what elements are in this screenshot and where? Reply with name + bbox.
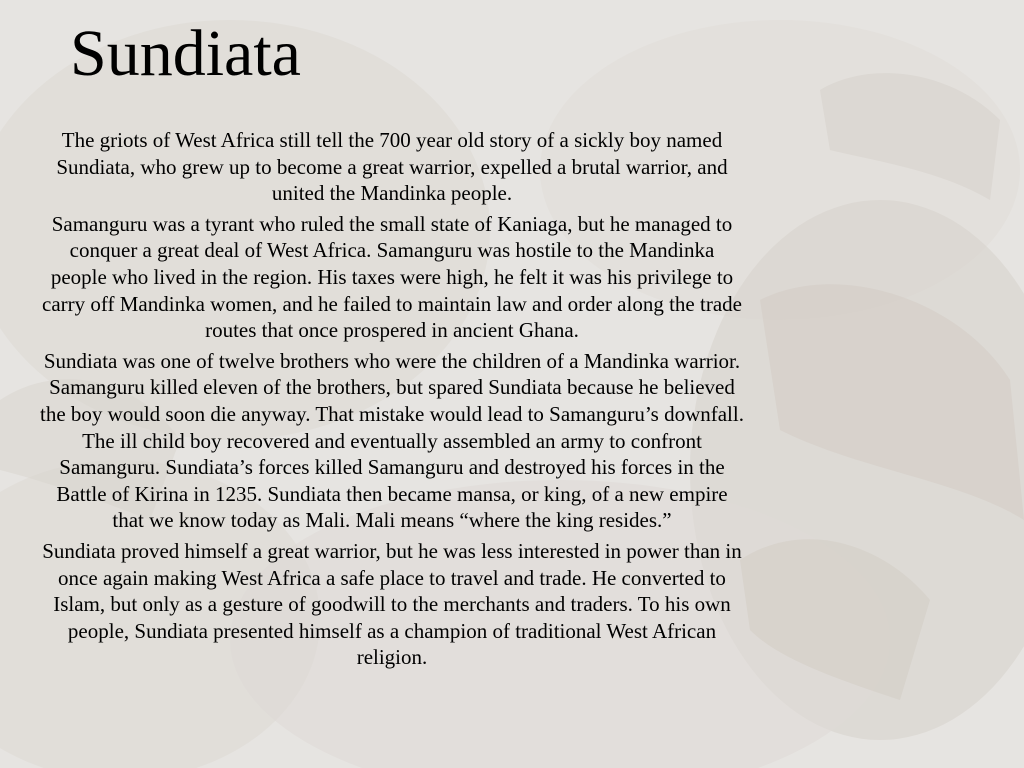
slide-title: Sundiata [70, 17, 301, 90]
slide-body [40, 127, 744, 675]
paragraph-sundiata-rule: Sundiata proved himself a great warrior, but he was less interested in power than in once again making West Africa a safe place to travel and trade. He converted to Islam, but only as a gesture of goodwill to the merchants and traders. To his own people, Sundiata presented himself as a champion of traditional West African religion. [42, 538, 742, 670]
paragraph-griots-intro: The griots of West Africa still tell the 700 year old story of a sickly boy named Sundiata, who grew up to become a great warrior, expelled a brutal warrior, and united the Mandinka people. [56, 128, 728, 206]
paragraph-samanguru-tyrant: Samanguru was a tyrant who ruled the small state of Kaniaga, but he managed to conquer a great deal of West Africa. Samanguru was hostile to the Mandinka people who lived in the region. His taxes were high, he felt it was his privilege to carry off Mandinka women, and he failed to maintain law and order along the trade routes that once prospered in ancient Ghana. [42, 211, 742, 343]
paragraph-sundiata-rise: Sundiata was one of twelve brothers who were the children of a Mandinka warrior. Samanguru killed eleven of the brothers, but spared Sundiata because he believed the boy would soon die anyway. That mistake would lead to Samanguru’s downfall. The ill child boy recovered and eventually assembled an army to confront Samanguru. Sundiata’s forces killed Samanguru and destroyed his forces in the Battle of Kirina in 1235. Sundiata then became mansa, or king, of a new empire that we know today as Mali. Mali means “where the king resides.” [40, 348, 744, 533]
